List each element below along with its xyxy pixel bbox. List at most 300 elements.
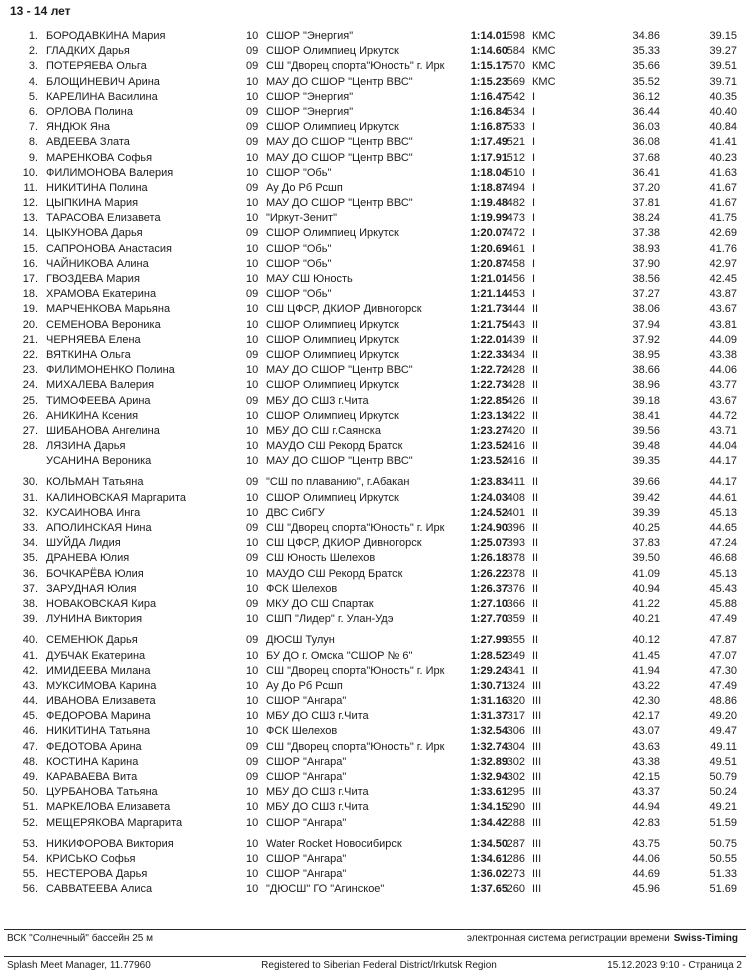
split2-cell: 41.41 — [709, 136, 737, 149]
split2-cell: 44.65 — [709, 522, 737, 534]
club-cell: СШОР "Ангара" — [266, 771, 347, 783]
table-row — [0, 135, 750, 150]
final-time-cell: 1:23.13 — [470, 409, 508, 422]
club-cell: МАУДО СШ Рекорд Братск — [266, 567, 403, 580]
birth-year-cell: 09 — [246, 348, 259, 361]
final-time-cell: 1:24.90 — [470, 522, 508, 534]
place-cell: 2. — [28, 45, 38, 58]
points-cell: 570 — [506, 60, 525, 73]
points-cell: 443 — [506, 318, 525, 331]
table-row — [0, 567, 750, 582]
category-cell: I — [532, 227, 536, 240]
final-time-cell: 1:14.60 — [470, 45, 508, 58]
category-cell: I — [532, 288, 536, 301]
split2-cell: 44.17 — [709, 455, 737, 468]
points-cell: 428 — [506, 364, 525, 377]
place-cell: 16. — [22, 257, 38, 270]
category-cell: I — [532, 197, 536, 210]
swimmer-name-cell: АВДЕЕВА Злата — [46, 136, 130, 149]
birth-year-cell: 09 — [246, 394, 259, 407]
split1-cell: 39.39 — [632, 506, 660, 519]
final-time-cell: 1:33.61 — [470, 786, 508, 799]
place-cell: 50. — [22, 786, 38, 799]
split2-cell: 43.77 — [709, 379, 737, 392]
final-time-cell: 1:20.07 — [470, 227, 508, 240]
swimmer-name-cell: ШИБАНОВА Ангелина — [46, 424, 160, 437]
table-row — [0, 348, 750, 363]
points-cell: 290 — [506, 801, 525, 814]
final-time-cell: 1:22.73 — [470, 379, 508, 392]
birth-year-cell: 09 — [246, 552, 259, 565]
table-row — [0, 649, 750, 664]
birth-year-cell: 09 — [246, 181, 259, 194]
final-time-cell: 1:23.52 — [470, 440, 508, 453]
birth-year-cell: 10 — [246, 491, 259, 504]
swimmer-name-cell: МУКСИМОВА Карина — [46, 679, 157, 692]
points-cell: 302 — [506, 771, 525, 783]
place-cell: 53. — [22, 837, 38, 850]
swimmer-name-cell: ФЕДОТОВА Арина — [46, 740, 142, 753]
club-cell: СШОР "Ангара" — [266, 868, 347, 881]
results-table — [0, 29, 750, 898]
table-row — [0, 882, 750, 897]
split1-cell: 38.93 — [632, 242, 660, 255]
split2-cell: 48.86 — [709, 695, 737, 708]
birth-year-cell: 09 — [246, 634, 259, 647]
category-cell: II — [532, 409, 539, 422]
swimmer-name-cell: ЛУНИНА Виктория — [46, 613, 143, 626]
table-row — [0, 90, 750, 105]
swimmer-name-cell: ЦЫПКИНА Мария — [46, 197, 139, 210]
birth-year-cell: 09 — [246, 476, 259, 489]
split2-cell: 43.67 — [709, 303, 737, 316]
final-time-cell: 1:23.52 — [470, 455, 508, 468]
category-cell: II — [532, 491, 539, 504]
split1-cell: 45.96 — [632, 883, 660, 896]
final-time-cell: 1:25.07 — [470, 537, 508, 550]
place-cell: 7. — [28, 121, 38, 134]
final-time-cell: 1:32.94 — [470, 771, 508, 783]
points-cell: 569 — [506, 75, 525, 88]
points-cell: 542 — [506, 90, 525, 103]
place-cell: 45. — [22, 710, 38, 723]
date-page-label: 15.12.2023 9:10 - Страница 2 — [607, 960, 742, 971]
swimmer-name-cell: КОСТИНА Карина — [46, 755, 139, 768]
table-row — [0, 536, 750, 551]
birth-year-cell: 10 — [246, 379, 259, 392]
final-time-cell: 1:15.23 — [470, 75, 508, 88]
split1-cell: 38.41 — [632, 409, 660, 422]
final-time-cell: 1:26.18 — [470, 552, 508, 565]
points-cell: 287 — [506, 837, 525, 850]
points-cell: 420 — [506, 424, 525, 437]
points-cell: 416 — [506, 440, 525, 453]
category-cell: II — [532, 379, 539, 392]
split1-cell: 35.33 — [632, 45, 660, 58]
points-cell: 439 — [506, 333, 525, 346]
place-cell: 56. — [22, 883, 38, 896]
final-time-cell: 1:26.22 — [470, 567, 508, 580]
birth-year-cell: 10 — [246, 409, 259, 422]
category-cell: III — [532, 868, 542, 881]
split1-cell: 37.92 — [632, 333, 660, 346]
birth-year-cell: 10 — [246, 725, 259, 738]
table-row — [0, 709, 750, 724]
table-row — [0, 302, 750, 317]
place-cell: 34. — [22, 537, 38, 550]
points-cell: 286 — [506, 852, 525, 865]
club-cell: МАУ ДО СШОР "Центр ВВС" — [266, 455, 413, 468]
timing-system — [467, 933, 742, 944]
split2-cell: 41.63 — [709, 166, 737, 179]
final-time-cell: 1:23.83 — [470, 476, 508, 489]
place-cell: 18. — [22, 288, 38, 301]
place-cell: 9. — [28, 151, 38, 164]
split2-cell: 43.87 — [709, 288, 737, 301]
points-cell: 359 — [506, 613, 525, 626]
table-row — [0, 439, 750, 454]
points-cell: 376 — [506, 582, 525, 595]
birth-year-cell: 10 — [246, 582, 259, 595]
split1-cell: 38.06 — [632, 303, 660, 316]
place-cell: 44. — [22, 695, 38, 708]
split2-cell: 45.43 — [709, 582, 737, 595]
points-cell: 378 — [506, 552, 525, 565]
table-row — [0, 551, 750, 566]
place-cell: 8. — [28, 136, 38, 149]
place-cell: 25. — [22, 394, 38, 407]
category-cell: III — [532, 695, 542, 708]
split1-cell: 37.90 — [632, 257, 660, 270]
club-cell: МАУ ДО СШОР "Центр ВВС" — [266, 197, 413, 210]
table-row — [0, 785, 750, 800]
birth-year-cell: 09 — [246, 105, 259, 118]
club-cell: ДВС СибГУ — [266, 506, 325, 519]
points-cell: 393 — [506, 537, 525, 550]
points-cell: 426 — [506, 394, 525, 407]
split1-cell: 39.42 — [632, 491, 660, 504]
birth-year-cell: 10 — [246, 318, 259, 331]
split1-cell: 39.50 — [632, 552, 660, 565]
swimmer-name-cell: ДРАНЕВА Юлия — [46, 552, 130, 565]
category-cell: II — [532, 634, 539, 647]
split2-cell: 50.75 — [709, 837, 737, 850]
birth-year-cell: 10 — [246, 883, 259, 896]
split1-cell: 43.07 — [632, 725, 660, 738]
birth-year-cell: 10 — [246, 786, 259, 799]
points-cell: 341 — [506, 664, 525, 677]
birth-year-cell: 09 — [246, 597, 259, 610]
final-time-cell: 1:16.84 — [470, 105, 508, 118]
split2-cell: 45.88 — [709, 597, 737, 610]
final-time-cell: 1:16.87 — [470, 121, 508, 134]
place-cell: 38. — [22, 597, 38, 610]
place-cell: 11. — [23, 181, 38, 194]
table-row — [0, 740, 750, 755]
table-row — [0, 226, 750, 241]
birth-year-cell: 10 — [246, 837, 259, 850]
table-row — [0, 454, 750, 469]
swimmer-name-cell: ГЛАДКИХ Дарья — [46, 45, 130, 58]
category-cell: III — [532, 883, 542, 896]
place-cell: 22. — [22, 348, 38, 361]
place-cell: 31. — [22, 491, 38, 504]
split2-cell: 44.06 — [709, 364, 737, 377]
table-row — [0, 287, 750, 302]
club-cell: СШОР "Обь" — [266, 242, 332, 255]
split1-cell: 43.75 — [632, 837, 660, 850]
club-cell: ФСК Шелехов — [266, 582, 338, 595]
club-cell: Ау До Рб Рсшп — [266, 679, 343, 692]
swimmer-name-cell: АНИКИНА Ксения — [46, 409, 139, 422]
split2-cell: 41.67 — [709, 197, 737, 210]
split2-cell: 41.75 — [709, 212, 737, 225]
split2-cell: 47.87 — [709, 634, 737, 647]
swimmer-name-cell: ЧЕРНЯЕВА Елена — [46, 333, 141, 346]
table-row — [0, 105, 750, 120]
table-row — [0, 816, 750, 831]
birth-year-cell: 10 — [246, 166, 259, 179]
category-cell: I — [532, 151, 536, 164]
table-row — [0, 120, 750, 135]
table-row — [0, 852, 750, 867]
place-cell: 26. — [22, 409, 38, 422]
birth-year-cell: 10 — [246, 816, 259, 829]
club-cell: СШОР "Обь" — [266, 288, 332, 301]
birth-year-cell: 10 — [246, 440, 259, 453]
table-row — [0, 664, 750, 679]
split1-cell: 42.15 — [632, 771, 660, 783]
club-cell: МАУ СШ Юность — [266, 273, 353, 285]
points-cell: 598 — [506, 30, 525, 42]
table-row — [0, 196, 750, 211]
points-cell: 320 — [506, 695, 525, 708]
category-cell: III — [532, 725, 542, 738]
final-time-cell: 1:19.48 — [470, 197, 508, 210]
category-cell: I — [532, 90, 536, 103]
split2-cell: 44.17 — [709, 476, 737, 489]
birth-year-cell: 10 — [246, 679, 259, 692]
club-cell: СШОР Олимпиец Иркутск — [266, 409, 399, 422]
split1-cell: 44.94 — [632, 801, 660, 814]
points-cell: 458 — [506, 257, 525, 270]
table-row — [0, 475, 750, 490]
swimmer-name-cell: ОРЛОВА Полина — [46, 105, 133, 118]
club-cell: СШ "Дворец спорта"Юность" г. Ирк — [266, 740, 445, 753]
points-cell: 422 — [506, 409, 525, 422]
birth-year-cell: 09 — [246, 60, 259, 73]
place-cell: 37. — [22, 582, 38, 595]
place-cell: 4. — [28, 75, 38, 88]
table-row — [0, 424, 750, 439]
final-time-cell: 1:37.65 — [470, 883, 508, 896]
points-cell: 306 — [506, 725, 525, 738]
swimmer-name-cell: КУСАИНОВА Инга — [46, 506, 141, 519]
birth-year-cell: 10 — [246, 649, 259, 662]
place-cell: 3. — [28, 60, 38, 73]
split2-cell: 43.38 — [709, 348, 737, 361]
category-cell: II — [532, 476, 539, 489]
swimmer-name-cell: ТИМОФЕЕВА Арина — [46, 394, 151, 407]
swimmer-name-cell: НИКИФОРОВА Виктория — [46, 837, 174, 850]
points-cell: 428 — [506, 379, 525, 392]
swimmer-name-cell: МЕЩЕРЯКОВА Маргарита — [46, 816, 183, 829]
category-cell: II — [532, 440, 539, 453]
final-time-cell: 1:24.52 — [470, 506, 508, 519]
table-row — [0, 333, 750, 348]
final-time-cell: 1:26.37 — [470, 582, 508, 595]
points-cell: 273 — [506, 868, 525, 881]
points-cell: 510 — [506, 166, 525, 179]
swimmer-name-cell: МАРЧЕНКОВА Марьяна — [46, 303, 171, 316]
birth-year-cell: 10 — [246, 364, 259, 377]
split2-cell: 40.35 — [709, 90, 737, 103]
points-cell: 584 — [506, 45, 525, 58]
birth-year-cell: 10 — [246, 257, 259, 270]
points-cell: 534 — [506, 105, 525, 118]
category-cell: II — [532, 364, 539, 377]
birth-year-cell: 10 — [246, 710, 259, 723]
points-cell: 453 — [506, 288, 525, 301]
split1-cell: 39.35 — [632, 455, 660, 468]
swimmer-name-cell: ИМИДЕЕВА Милана — [46, 664, 151, 677]
table-row — [0, 582, 750, 597]
club-cell: МБУ ДО СШ3 г.Чита — [266, 710, 369, 723]
place-cell: 21. — [22, 333, 38, 346]
club-cell: СШ "Дворец спорта"Юность" г. Ирк — [266, 664, 445, 677]
split2-cell: 39.71 — [709, 75, 737, 88]
table-row — [0, 755, 750, 770]
category-cell: I — [532, 212, 536, 225]
swimmer-name-cell: ЦУРБАНОВА Татьяна — [46, 786, 158, 799]
club-cell: СШОР "Ангара" — [266, 695, 347, 708]
table-row — [0, 44, 750, 59]
swimmer-name-cell: ГВОЗДЕВА Мария — [46, 273, 140, 285]
category-cell: II — [532, 333, 539, 346]
final-time-cell: 1:27.10 — [470, 597, 508, 610]
club-cell: МКУ ДО СШ Спартак — [266, 597, 374, 610]
place-cell: 14. — [22, 227, 38, 240]
category-cell: III — [532, 679, 542, 692]
split1-cell: 39.56 — [632, 424, 660, 437]
points-cell: 411 — [507, 476, 525, 489]
category-cell: II — [532, 537, 539, 550]
place-cell: 30. — [22, 476, 38, 489]
table-row — [0, 29, 750, 44]
place-cell: 39. — [22, 613, 38, 626]
category-cell: II — [532, 506, 539, 519]
split2-cell: 39.51 — [709, 60, 737, 73]
points-cell: 295 — [506, 786, 525, 799]
split2-cell: 50.55 — [709, 852, 737, 865]
birth-year-cell: 09 — [246, 136, 259, 149]
swimmer-name-cell: САПРОНОВА Анастасия — [46, 242, 173, 255]
birth-year-cell: 09 — [246, 121, 259, 134]
points-cell: 473 — [506, 212, 525, 225]
club-cell: СШОР Олимпиец Иркутск — [266, 491, 399, 504]
footer-divider-top — [4, 929, 746, 930]
split1-cell: 42.83 — [632, 816, 660, 829]
points-cell: 472 — [506, 227, 525, 240]
final-time-cell: 1:36.02 — [470, 868, 508, 881]
points-cell: 355 — [506, 634, 525, 647]
table-row — [0, 597, 750, 612]
final-time-cell: 1:16.47 — [470, 90, 508, 103]
table-row — [0, 491, 750, 506]
swimmer-name-cell: КАРАВАЕВА Вита — [46, 771, 138, 783]
club-cell: МБУ ДО СШ3 г.Чита — [266, 394, 369, 407]
points-cell: 482 — [506, 197, 525, 210]
split1-cell: 37.20 — [632, 181, 660, 194]
table-row — [0, 679, 750, 694]
birth-year-cell: 09 — [246, 755, 259, 768]
club-cell: СШ ЦФСР, ДКИОР Дивногорск — [266, 303, 422, 316]
birth-year-cell: 10 — [246, 303, 259, 316]
table-row — [0, 837, 750, 852]
swimmer-name-cell: БЛОЩИНЕВИЧ Арина — [46, 75, 160, 88]
table-row — [0, 770, 750, 785]
final-time-cell: 1:34.42 — [470, 816, 508, 829]
split2-cell: 41.76 — [709, 242, 737, 255]
split2-cell: 43.67 — [709, 394, 737, 407]
final-time-cell: 1:20.69 — [470, 242, 508, 255]
age-group-title: 13 - 14 лет — [10, 4, 71, 18]
points-cell: 324 — [506, 679, 525, 692]
split1-cell: 37.68 — [632, 151, 660, 164]
split2-cell: 47.07 — [709, 649, 737, 662]
split1-cell: 38.56 — [632, 273, 660, 285]
final-time-cell: 1:27.99 — [470, 634, 508, 647]
swimmer-name-cell: ПОТЕРЯЕВА Ольга — [46, 60, 147, 73]
points-cell: 378 — [506, 567, 525, 580]
split2-cell: 49.51 — [709, 755, 737, 768]
table-row — [0, 867, 750, 882]
table-row — [0, 800, 750, 815]
swimmer-name-cell: КОЛЬМАН Татьяна — [46, 476, 144, 489]
table-row — [0, 166, 750, 181]
split1-cell: 37.38 — [632, 227, 660, 240]
table-row — [0, 151, 750, 166]
final-time-cell: 1:27.70 — [470, 613, 508, 626]
points-cell: 444 — [506, 303, 525, 316]
split1-cell: 40.25 — [632, 522, 660, 534]
place-cell: 52. — [22, 816, 38, 829]
category-cell: I — [532, 257, 536, 270]
split1-cell: 39.18 — [632, 394, 660, 407]
place-cell: 42. — [22, 664, 38, 677]
birth-year-cell: 09 — [246, 288, 259, 301]
category-cell: III — [532, 852, 542, 865]
points-cell: 533 — [506, 121, 525, 134]
swimmer-name-cell: УСАНИНА Вероника — [46, 455, 152, 468]
final-time-cell: 1:22.33 — [470, 348, 508, 361]
split2-cell: 49.20 — [709, 710, 737, 723]
place-cell: 19. — [22, 303, 38, 316]
table-row — [0, 257, 750, 272]
split1-cell: 41.09 — [632, 567, 660, 580]
place-cell: 49. — [22, 771, 38, 783]
final-time-cell: 1:20.87 — [470, 257, 508, 270]
birth-year-cell: 10 — [246, 664, 259, 677]
points-cell: 401 — [506, 506, 525, 519]
category-cell: II — [532, 303, 539, 316]
split1-cell: 36.03 — [632, 121, 660, 134]
swimmer-name-cell: ФИЛИМОНЕНКО Полина — [46, 364, 175, 377]
birth-year-cell: 09 — [246, 45, 259, 58]
split2-cell: 47.49 — [709, 679, 737, 692]
category-cell: III — [532, 786, 542, 799]
table-row — [0, 506, 750, 521]
